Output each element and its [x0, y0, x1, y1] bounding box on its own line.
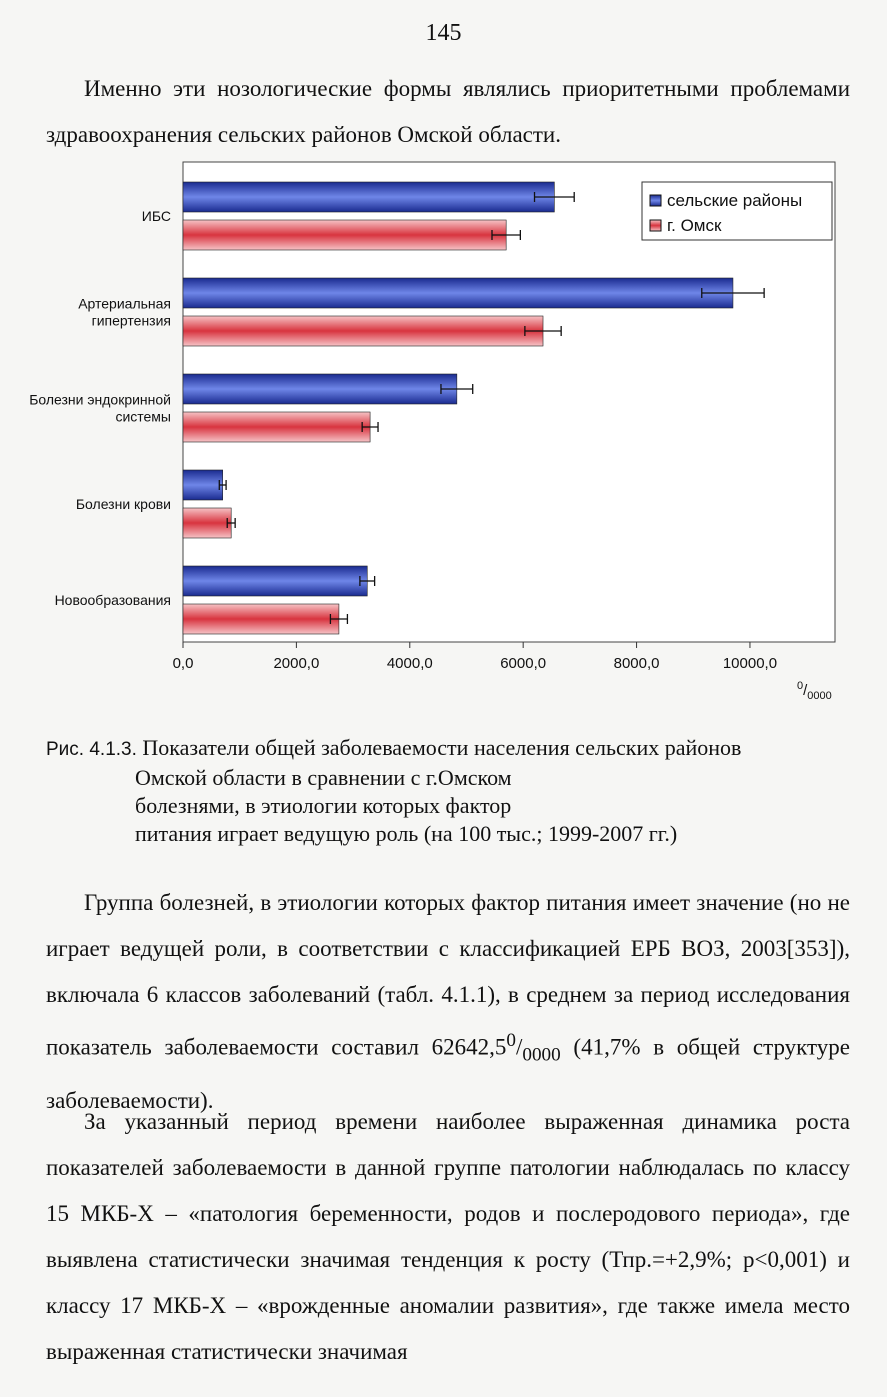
bar-omsk-4 — [183, 604, 339, 634]
caption-line-4: питания играет ведущую роль (на 100 тыс.; 1999-2007 гг.) — [135, 821, 678, 846]
bar-omsk-1 — [183, 316, 543, 346]
category-label-2-line-0: Болезни эндокринной — [29, 391, 171, 408]
paragraph-intro: Именно эти нозологические формы являлись приоритетными проблемами здравоохранения сельских районов Омской области. — [46, 76, 850, 147]
category-label-1-line-1: гипертензия — [91, 312, 171, 329]
legend-label-rural: сельские районы — [667, 191, 803, 210]
x-tick-label-1: 2000,0 — [273, 655, 320, 672]
bar-omsk-3 — [183, 508, 231, 538]
paragraph-group-diseases: Группа болезней, в этиологии которых фактор питания имеет значение (но не играет ведущей роли, в соответствии с классификацией ЕРБ ВОЗ, 2003[353]), включала 6 классов заболеваний (табл. 4.1.1), в среднем за период исследования показатель заболеваемости составил $62642,5^0/_{0000}$ (41,7% в общей структуре заболеваемости). — [46, 890, 850, 1114]
axis-unit-label: $^0/_{0000}$ — [797, 680, 832, 702]
bar-omsk-0 — [183, 220, 506, 250]
category-label-3-line-0: Болезни крови — [75, 496, 171, 512]
category-label-1-line-0: Артериальная — [78, 295, 171, 312]
caption-line-2: Омской области в сравнении с г.Омском — [135, 765, 512, 790]
legend-swatch-rural — [650, 195, 661, 206]
x-tick-label-3: 6000,0 — [500, 655, 547, 672]
category-label-4-line-0: Новообразования — [54, 592, 171, 608]
bar-rural-4 — [183, 566, 367, 596]
bar-chart — [29, 162, 845, 692]
paragraph-dynamics: За указанный период времени наиболее выраженная динамика роста показателей заболеваемости в данной группе патологии наблюдалась по классу 15 МКБ-Х – «патология беременности, родов и послеродового периода», где выявлена статистически значимая тенденция к росту (Тпр.=+2,9%; p<0,001) и классу 17 МКБ-Х – «врожденные аномалии развития», где также имела место выраженная статистически значимая — [46, 1109, 850, 1364]
category-label-2-line-1: системы — [115, 408, 171, 425]
legend-label-omsk: г. Омск — [667, 216, 722, 235]
legend-swatch-omsk — [650, 220, 661, 231]
bar-rural-1 — [183, 278, 733, 308]
x-tick-label-5: 10000,0 — [722, 655, 778, 672]
bar-rural-2 — [183, 374, 457, 404]
bar-rural-0 — [183, 182, 554, 212]
caption-line-3: болезнями, в этиологии которых фактор — [135, 793, 512, 818]
figure-caption — [46, 734, 846, 848]
caption-number: Рис. 4.1.3. — [46, 739, 137, 760]
bar-omsk-2 — [183, 412, 370, 442]
legend — [642, 182, 832, 240]
bar-rural-3 — [183, 470, 223, 500]
caption-line-1: Показатели общей заболеваемости населения сельских районов — [142, 735, 742, 760]
x-tick-label-4: 8000,0 — [613, 655, 660, 672]
category-label-0-line-0: ИБС — [141, 208, 171, 224]
page-number: 145 — [425, 20, 462, 46]
x-tick-label-2: 4000,0 — [386, 655, 433, 672]
x-tick-label-0: 0,0 — [172, 655, 194, 672]
